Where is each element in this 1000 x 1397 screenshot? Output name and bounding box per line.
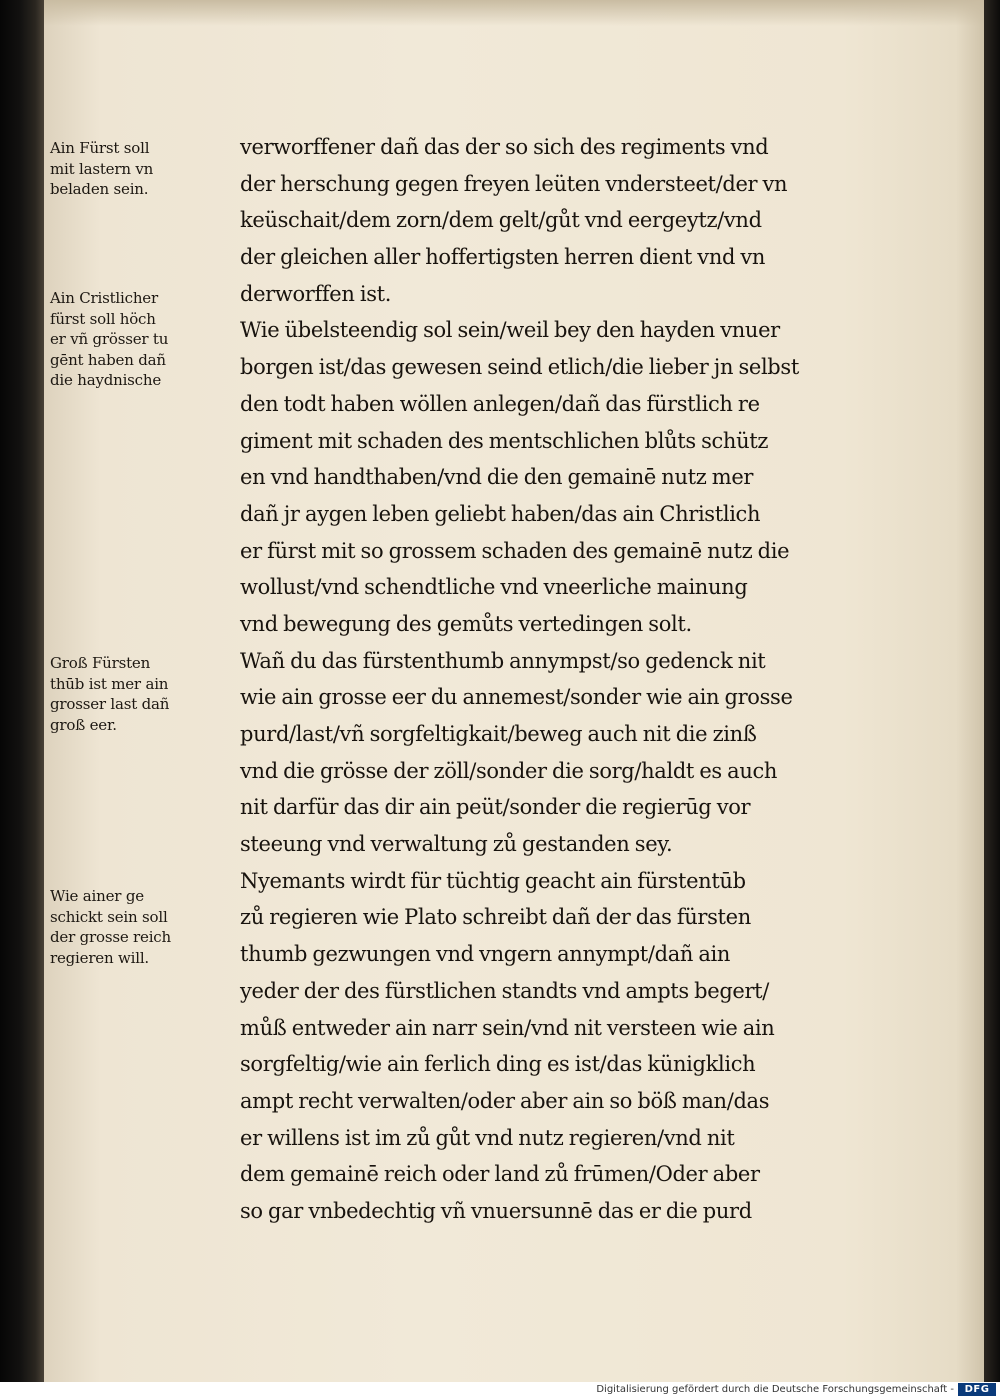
marginal-note-line: der grosse reich [50,928,171,946]
text-line: sorgfeltig/wie ain ferlich ding es ist/das künigklich [240,1052,756,1077]
marginal-note [50,886,235,968]
text-line: vnd bewegung des gemůts vertedingen solt. [240,611,692,636]
marginal-note-line: Ain Cristlicher [50,289,158,307]
marginal-note-line: regieren will. [50,948,149,967]
marginal-note-line: gēnt haben dañ [50,350,166,369]
text-line: ampt recht verwalten/oder aber ain so böß man/das [240,1088,770,1113]
main-text [240,129,920,1239]
marginal-note-line: grosser last dañ [50,695,170,713]
text-line: yeder der des fürstlichen standts vnd ampts begert/ [240,978,769,1003]
marginal-note-line: thūb ist mer ain [50,674,169,693]
marginal-note-line: er vñ grösser tu [50,330,169,348]
text-line: wollust/vnd schendtliche vnd vneerliche mainung [240,575,748,600]
text-line: můß entweder ain narr sein/vnd nit versteen wie ain [240,1015,775,1040]
text-line: giment mit schaden des mentschlichen blůts schütz [240,428,769,453]
funding-notice: Digitalisierung gefördert durch die Deutsche Forschungsgemeinschaft - [596,1384,954,1395]
text-line: der gleichen aller hoffertigsten herren dient vnd vn [240,245,766,270]
marginal-note [50,138,235,200]
marginal-note-line: fürst soll höch [50,309,156,328]
book-spine [0,0,44,1397]
text-line: vnd die grösse der zöll/sonder die sorg/haldt es auch [240,758,778,783]
marginal-notes [50,128,235,1028]
marginal-note-line: groß eer. [50,715,117,734]
marginal-note [50,288,235,391]
text-line: steeung vnd verwaltung zů gestanden sey. [240,832,673,857]
text-line: derworffen ist. [240,281,392,306]
text-line: nit darfür das dir ain peüt/sonder die regierūg vor [240,795,751,820]
text-line: den todt haben wöllen anlegen/dañ das fürstlich re [240,391,760,416]
text-line: dañ jr aygen leben geliebt haben/das ain Christlich [240,501,761,526]
text-line: Nyemants wirdt für tüchtig geacht ain fürstentūb [240,868,746,893]
text-line: so gar vnbedechtig vñ vnuersunnē das er die purd [240,1198,752,1223]
text-line: thumb gezwungen vnd vngern annympt/dañ ain [240,942,731,967]
marginal-note-line: Ain Fürst soll [50,139,150,157]
marginal-note-line: Groß Fürsten [50,654,151,672]
page-edge [984,0,1000,1382]
marginal-note-line: beladen sein. [50,180,149,198]
text-line: verworffener dañ das der so sich des regiments vnd [240,135,769,159]
footer-bar [0,1382,1000,1397]
text-line: der herschung gegen freyen leüten vndersteet/der vn [240,171,788,196]
text-line: er fürst mit so grossem schaden des gemainē nutz die [240,538,790,563]
text-line: zů regieren wie Plato schreibt dañ der das fürsten [240,905,751,930]
text-line: borgen ist/das gewesen seind etlich/die lieber jn selbst [240,355,799,380]
text-line: er willens ist im zů gůt vnd nutz regieren/vnd nit [240,1125,735,1150]
text-line: dem gemainē reich oder land zů frūmen/Oder aber [240,1162,760,1187]
marginal-note-line: Wie ainer ge [50,887,144,905]
text-line: en vnd handthaben/vnd die den gemainē nutz mer [240,465,754,490]
marginal-note-line: die haydnische [50,371,162,389]
dfg-logo: DFG [958,1383,996,1396]
marginal-note-line: mit lastern vn [50,159,154,178]
text-line: Wie übelsteendig sol sein/weil bey den hayden vnuer [240,318,780,343]
text-line: keüschait/dem zorn/dem gelt/gůt vnd eergeytz/vnd [240,208,762,233]
marginal-note-line: schickt sein soll [50,907,168,926]
marginal-note [50,653,235,735]
text-line: wie ain grosse eer du annemest/sonder wie ain grosse [240,685,793,710]
book-page [44,0,986,1382]
text-line: purd/last/vñ sorgfeltigkait/beweg auch nit die zinß [240,722,757,746]
text-line: Wañ du das fürstenthumb annympst/so gedenck nit [240,648,766,673]
